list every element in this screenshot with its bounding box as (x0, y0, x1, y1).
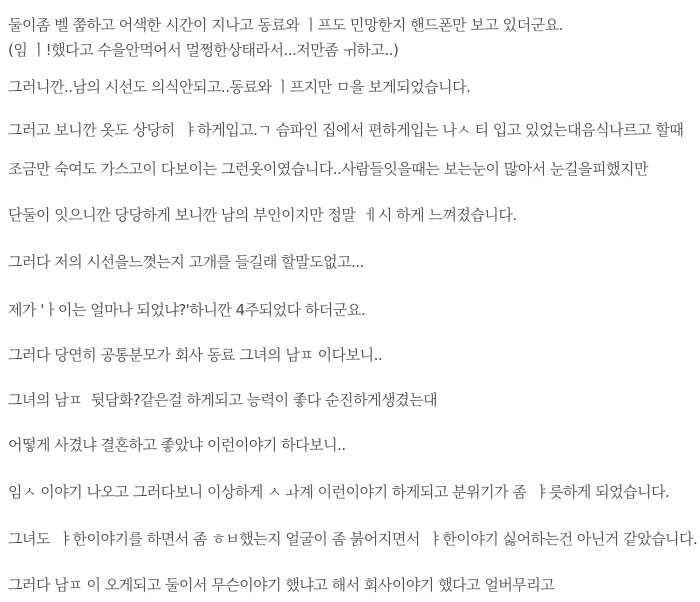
post-line-7: 그러다 저의 시선을느꼇는지 고개를 들길래 할말도없고... (8, 253, 364, 271)
post-line-3: 그러니깐..남의 시선도 의식안되고..동료와 ㅣ프지만 ㅁ을 보게되었습니다. (8, 78, 471, 96)
post-line-9: 그러다 당연히 공통분모가 회사 동료 그녀의 남ㅍ 이다보니.. (8, 346, 383, 364)
post-line-14: 그러다 남ㅍ 이 오게되고 둘이서 무슨이야기 했냐고 해서 회사이야기 했다고 얼버무리고 (8, 576, 555, 594)
post-line-8: 제가 'ㅏ이는 얼마나 되었냐?'하니깐 4주되었다 하더군요. (8, 301, 366, 319)
post-line-5: 조금만 숙여도 가스고이 다보이는 그런옷이였습니다..사람들잇을때는 보는눈이 많아서 눈길을피했지만 (8, 160, 648, 178)
post-line-11: 어떻게 사겼냐 결혼하고 좋았냐 이런이야기 하다보니.. (8, 436, 346, 454)
post-line-13: 그녀도 ㅑ한이야기를 하면서 좀 ㅎㅂ했는지 얼굴이 좀 붉어지면서 ㅑ한이야기 싫어하는건 아닌거 같았습니다. (8, 530, 698, 548)
post-line-2: (임 ㅣ!했다고 수을안먹어서 멀쩡한상태라서...저만좀 ㅟ하고..) (8, 41, 399, 59)
post-line-10: 그녀의 남ㅍ 뒷담화?같은걸 하게되고 능력이 좋다 순진하게생겼는대 (8, 391, 438, 409)
post-line-6: 단둘이 잇으니깐 당당하게 보니깐 남의 부인이지만 정말 ㅔ시 하게 느껴졌습니다. (8, 206, 517, 224)
post-line-1: 둘이좀 벨 쭘하고 어색한 시간이 지나고 동료와 ㅣ프도 민망한지 핸드폰만 보고 있더군요. (8, 16, 563, 34)
post-line-4: 그러고 보니깐 옷도 상당히 ㅑ하게입고.ㄱ 슴파인 집에서 편하게입는 나ㅅ 티 입고 있었는대음식나르고 할때 (8, 121, 684, 139)
post-line-12: 임ㅅ 이야기 나오고 그러다보니 이상하게 ㅅ ㅘ계 이런이야기 하게되고 분위기가 좀 ㅑ릇하게 되었습니다. (8, 483, 670, 501)
